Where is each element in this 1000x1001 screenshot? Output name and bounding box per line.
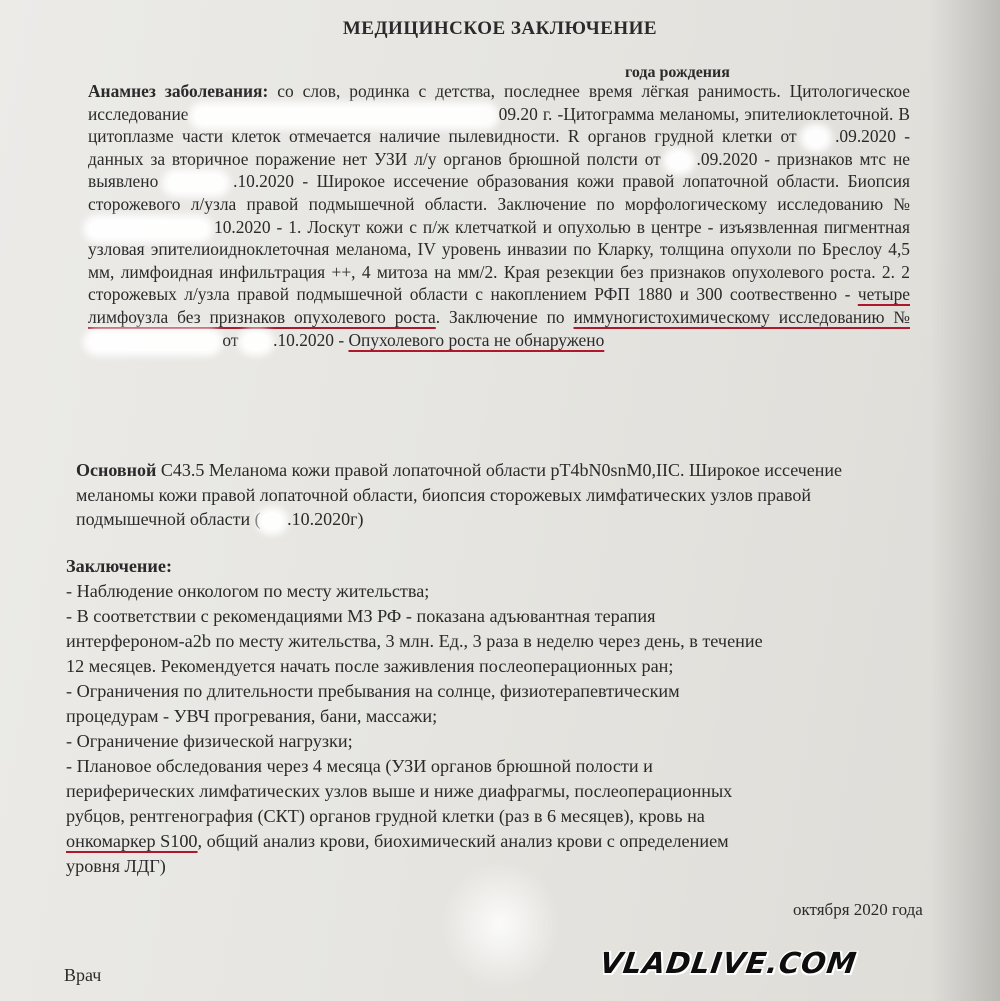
conclusion-line: интерфероном-a2b по месту жительства, 3 млн. Ед., 3 раза в неделю через день, в течение xyxy=(66,631,763,651)
conclusion-heading: Заключение: xyxy=(66,556,172,576)
anamnesis-text: .10.2020 - Широкое иссечение образования кожи правой лопаточной области. Биопсия сторожевого л/узла правой подмышечной области. Заключение по морфологическому исследованию № xyxy=(88,171,910,214)
redacted-blur xyxy=(243,333,269,351)
conclusion-line: рубцов, рентгенография (СКТ) органов грудной клетки (раз в 6 месяцев), кровь на xyxy=(66,806,705,826)
anamnesis-text: 09.20 г. -Цитограмма меланомы, эпителиоклеточной. В цитоплазме части клеток отмечается наличие пылевидности. R органов грудной клетки от xyxy=(88,103,910,147)
diagnosis-section xyxy=(76,458,916,532)
conclusion-line: - Ограничение физической нагрузки; xyxy=(66,731,353,751)
page-shadow xyxy=(930,0,1000,1001)
anamnesis-text: 10.2020 - 1. Лоскут кожи с п/ж клетчаткой и опухолью в центре - изъязвленная пигментная узловая эпителиоидноклеточная меланома, IV уровень инвазии по Кларку, толщина опухоли по Бреслоу 4,5 мм, лимфоидная инфильтрация ++, 4 митоза на мм/2. Края резекции без признаков опухолевого роста. 2. 2 сторожевых л/узла правой подмышечной области с накоплением РФП 1880 и 300 соотвественно - xyxy=(88,216,910,305)
birth-year-label: года рождения xyxy=(625,64,730,81)
conclusion-line: - Наблюдение онкологом по месту жительства; xyxy=(66,581,430,601)
conclusion-line: процедурам - УВЧ прогревания, бани, массажи; xyxy=(66,706,438,726)
redacted-blur xyxy=(88,220,208,238)
redacted-blur xyxy=(88,333,218,351)
diagnosis-date: .10.2020г) xyxy=(282,509,364,529)
conclusion-line: - Ограничения по длительности пребывания на солнце, физиотерапевтическим xyxy=(66,681,680,701)
anamnesis-text: со слов, родинка с детства, последнее время лёгкая ранимость. Цитологическое исследование xyxy=(88,81,910,124)
conclusion-line: периферических лимфатических узлов выше и ниже диафрагмы, послеоперационных xyxy=(66,781,733,801)
document-date: октября 2020 года xyxy=(793,900,923,919)
conclusion-line: 12 месяцев. Рекомендуется начать после заживления послеоперационных ран; xyxy=(66,656,674,676)
underlined-phrase: иммуногистохимическому исследованию № xyxy=(573,306,911,327)
redacted-blur xyxy=(805,129,827,147)
underlined-phrase: четыре лимфоузла без признаков опухолевого роста xyxy=(88,284,910,327)
conclusion-line: уровня ЛДГ) xyxy=(66,856,166,876)
anamnesis-heading: Анамнез заболевания: xyxy=(88,81,269,101)
anamnesis-text: .10.2020 - xyxy=(268,329,349,350)
watermark-logo: VLADLIVE.COM xyxy=(597,946,860,980)
underlined-phrase: онкомаркер S100 xyxy=(66,831,198,851)
anamnesis-text: от xyxy=(218,329,243,350)
conclusion-text: , общий анализ крови, биохимический анализ крови с определением xyxy=(197,831,729,851)
diagnosis-text: С43.5 Меланома кожи правой лопаточной области pT4bN0snM0,IIC. Широкое иссечение меланомы кожи правой лопаточной области, биопсия сторожевых лимфатических узлов правой подмышечной области ( xyxy=(76,460,843,529)
diagnosis-heading: Основной xyxy=(76,460,157,480)
redacted-blur xyxy=(261,512,283,530)
conclusion-section xyxy=(66,554,926,879)
document-title: МЕДИЦИНСКОЕ ЗАКЛЮЧЕНИЕ xyxy=(342,18,658,39)
conclusion-line: - Плановое обследования через 4 месяца (УЗИ органов брюшной полости и xyxy=(66,756,653,776)
underlined-phrase: Опухолевого роста не обнаружено xyxy=(348,329,605,350)
redacted-blur xyxy=(194,107,494,125)
redacted-blur xyxy=(167,174,225,192)
conclusion-line: - В соответствии с рекомендациями МЗ РФ - показана адъювантная терапия xyxy=(66,606,656,626)
anamnesis-text: .09.2020 - данных за вторичное поражение нет УЗИ л/у органов брюшной полсти от xyxy=(88,126,910,169)
conclusion-line xyxy=(66,829,926,854)
anamnesis-text: .09.2020 - признаков мтс не выявлено xyxy=(88,148,910,192)
anamnesis-section xyxy=(88,80,910,351)
redacted-blur xyxy=(668,152,690,170)
redacted-blur xyxy=(440,860,560,990)
doctor-label: Врач xyxy=(64,965,102,985)
anamnesis-text: . Заключение по xyxy=(435,306,574,327)
